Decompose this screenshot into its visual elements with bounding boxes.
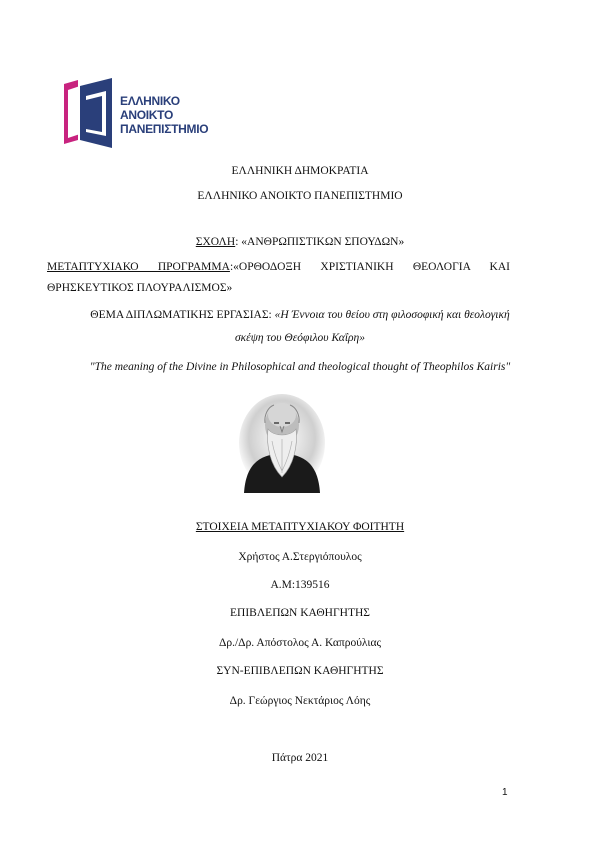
thesis-line-1 [0,309,600,321]
portrait-image [238,393,326,493]
school-line [0,236,600,248]
page-number: 1 [502,787,508,798]
program-label: ΜΕΤΑΠΤΥΧΙΑΚΟ ΠΡΟΓΡΑΜΜΑ [47,261,230,273]
logo-line-2: ΑΝΟΙΚΤΟ [120,108,174,122]
program-line-1 [47,257,510,278]
program-value-2: ΘΡΗΣΚΕΥΤΙΚΟΣ ΠΛΟΥΡΑΛΙΣΜΟΣ» [47,282,233,294]
supervisor-name: Δρ./Δρ. Απόστολος Α. Καπρούλιας [218,637,382,649]
program-block [47,257,510,299]
thesis-label: ΘΕΜΑ ΔΙΠΛΩΜΑΤΙΚΗΣ ΕΡΓΑΣΙΑΣ: [90,309,275,321]
co-supervisor-name: Δρ. Γεώργιος Νεκτάριος Λόης [229,695,371,707]
supervisor-heading: ΕΠΙΒΛΕΠΩΝ ΚΑΘΗΓΗΤΗΣ [230,607,370,619]
school-label: ΣΧΟΛΗ [195,236,236,248]
logo-line-1: ΕΛΛΗΝΙΚΟ [120,94,180,108]
thesis-title-2: σκέψη του Θεόφιλου Καΐρη» [234,332,366,344]
co-supervisor-heading: ΣΥΝ-ΕΠΙΒΛΕΠΩΝ ΚΑΘΗΓΗΤΗΣ [216,665,384,677]
place-date: Πάτρα 2021 [271,752,329,764]
student-name: Χρήστος Α.Στεργιόπουλος [238,551,362,563]
thesis-title-1: «Η Έννοια του θείου στη φιλοσοφική και θεολογική [274,309,510,321]
english-title: "The meaning of the Divine in Philosophical and theological thought of Theophilos Kairis" [89,361,511,373]
eap-logo-icon [64,78,116,148]
school-value: : «ΑΝΘΡΩΠΙΣΤΙΚΩΝ ΣΠΟΥΔΩΝ» [235,236,405,248]
logo-line-3: ΠΑΝΕΠΙΣΤΗΜΙΟ [120,122,209,136]
logo-wordmark [120,94,208,136]
university-logo [64,78,224,150]
program-value-1: :«ΟΡΘΟΔΟΞΗ ΧΡΙΣΤΙΑΝΙΚΗ ΘΕΟΛΟΓΙΑ ΚΑΙ [229,261,510,273]
university-heading: ΕΛΛΗΝΙΚΟ ΑΝΟΙΚΤΟ ΠΑΝΕΠΙΣΤΗΜΙΟ [197,190,403,202]
republic-heading: ΕΛΛΗΝΙΚΗ ΔΗΜΟΚΡΑΤΙΑ [231,165,369,177]
student-id: Α.Μ:139516 [270,579,330,591]
student-heading: ΣΤΟΙΧΕΙΑ ΜΕΤΑΠΤΥΧΙΑΚΟΥ ΦΟΙΤΗΤΗ [195,521,405,533]
